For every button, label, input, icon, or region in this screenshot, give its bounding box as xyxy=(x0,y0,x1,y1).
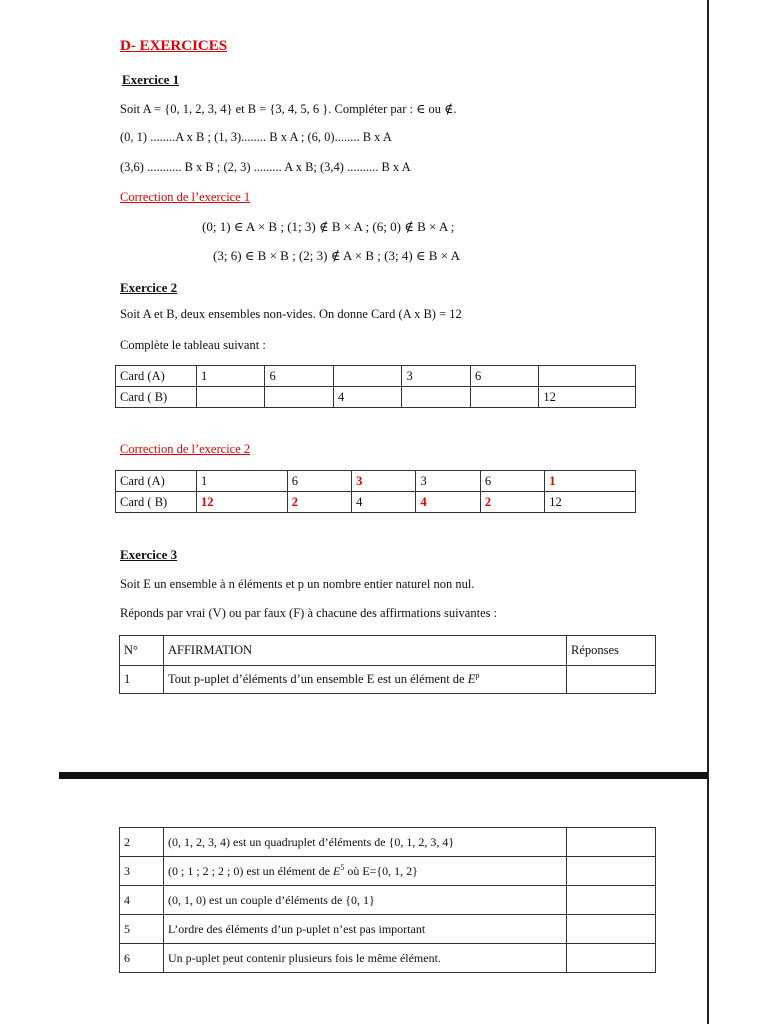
affirmation-text xyxy=(164,666,567,694)
exercise1-title: Exercice 1 xyxy=(122,72,180,87)
table-cell[interactable] xyxy=(265,387,333,408)
section-title: D- EXERCICES xyxy=(120,38,228,54)
affirmation-text-main: (0 ; 1 ; 2 ; 2 ; 0) est un élément de xyxy=(168,864,333,878)
table-cell: 1 xyxy=(545,471,636,492)
row-number: 6 xyxy=(120,944,164,973)
affirmation-text-main: Tout p-uplet d’éléments d’un ensemble E est un élément de xyxy=(168,672,468,687)
table-cell: 1 xyxy=(197,471,288,492)
exercise1-line2: (3,6) ........... B x B ; (2, 3) ......... A x B; (3,4) .......... B x A xyxy=(120,160,411,174)
affirmation-text xyxy=(164,857,567,886)
table-cell[interactable] xyxy=(402,387,470,408)
affirmation-row xyxy=(120,828,656,857)
table-cell: 2 xyxy=(480,492,544,513)
exercise1-statement: Soit A = {0, 1, 2, 3, 4} et B = {3, 4, 5, 6 }. Compléter par : ∈ ou ∉. xyxy=(120,102,457,116)
table-cell: 3 xyxy=(416,471,480,492)
exercise3-statement: Soit E un ensemble à n éléments et p un nombre entier naturel non nul. xyxy=(120,577,475,591)
right-margin-line xyxy=(707,0,709,1024)
card-correction-row-a xyxy=(116,471,636,492)
exercise1-correction-title: Correction de l’exercice 1 xyxy=(120,190,251,204)
table-cell[interactable]: 6 xyxy=(265,366,333,387)
math-base: E xyxy=(467,672,476,687)
table-cell[interactable]: 1 xyxy=(197,366,265,387)
exercise1-correction-line1: (0; 1) ∈ A × B ; (1; 3) ∉ B × A ; (6; 0) ∉ B × A ; xyxy=(202,219,455,234)
affirmation-table xyxy=(119,635,656,694)
row-number: 4 xyxy=(120,886,164,915)
math-exponent: p xyxy=(475,671,480,681)
table-cell: 12 xyxy=(545,492,636,513)
header-responses: Réponses xyxy=(567,636,656,666)
exercise1-line1: (0, 1) ........A x B ; (1, 3)........ B x A ; (6, 0)........ B x A xyxy=(120,130,392,144)
table-cell: 12 xyxy=(197,492,288,513)
affirmation-row xyxy=(120,886,656,915)
affirmation-text: (0, 1, 2, 3, 4) est un quadruplet d’éléments de {0, 1, 2, 3, 4} xyxy=(164,828,567,857)
answer-cell[interactable] xyxy=(567,828,656,857)
table-cell[interactable]: 6 xyxy=(470,366,538,387)
affirmation-text: Un p-uplet peut contenir plusieurs fois le même élément. xyxy=(164,944,567,973)
affirmation-table-continued xyxy=(119,827,656,973)
row-label: Card (A) xyxy=(116,471,197,492)
row-number: 5 xyxy=(120,915,164,944)
exercise3-instruction: Réponds par vrai (V) ou par faux (F) à chacune des affirmations suivantes : xyxy=(120,606,498,620)
exercise2-correction-title: Correction de l’exercice 2 xyxy=(120,442,251,456)
affirmation-row xyxy=(120,944,656,973)
header-number: N° xyxy=(120,636,164,666)
answer-cell[interactable] xyxy=(567,666,656,694)
card-correction-table xyxy=(115,470,636,513)
row-number: 2 xyxy=(120,828,164,857)
row-label: Card ( B) xyxy=(116,387,197,408)
exercise2-statement: Soit A et B, deux ensembles non-vides. On donne Card (A x B) = 12 xyxy=(120,307,462,321)
table-cell: 4 xyxy=(352,492,416,513)
answer-cell[interactable] xyxy=(567,857,656,886)
table-cell[interactable]: 12 xyxy=(539,387,636,408)
table-cell: 2 xyxy=(287,492,351,513)
table-cell[interactable] xyxy=(539,366,636,387)
affirmation-row xyxy=(120,915,656,944)
row-label: Card (A) xyxy=(116,366,197,387)
card-correction-row-b xyxy=(116,492,636,513)
affirmation-text: (0, 1, 0) est un couple d’éléments de {0, 1} xyxy=(164,886,567,915)
header-affirmation: AFFIRMATION xyxy=(164,636,567,666)
exercise2-title: Exercice 2 xyxy=(120,280,178,295)
table-cell[interactable]: 3 xyxy=(402,366,470,387)
answer-cell[interactable] xyxy=(567,944,656,973)
page-break xyxy=(59,772,708,779)
table-cell: 3 xyxy=(352,471,416,492)
table-cell[interactable]: 4 xyxy=(333,387,401,408)
table-cell[interactable] xyxy=(333,366,401,387)
answer-cell[interactable] xyxy=(567,915,656,944)
math-exponent: 5 xyxy=(340,863,345,872)
affirmation-header-row xyxy=(120,636,656,666)
table-cell: 4 xyxy=(416,492,480,513)
exercise3-title: Exercice 3 xyxy=(120,547,178,562)
table-cell[interactable] xyxy=(197,387,265,408)
exercise2-instruction: Complète le tableau suivant : xyxy=(120,338,266,352)
table-cell: 6 xyxy=(287,471,351,492)
affirmation-row xyxy=(120,857,656,886)
affirmation-row xyxy=(120,666,656,694)
card-table-row-a xyxy=(116,366,636,387)
affirmation-text: L’ordre des éléments d’un p-uplet n’est pas important xyxy=(164,915,567,944)
answer-cell[interactable] xyxy=(567,886,656,915)
row-label: Card ( B) xyxy=(116,492,197,513)
math-base: E xyxy=(332,864,341,878)
affirmation-text-tail: où E={0, 1, 2} xyxy=(344,864,418,878)
row-number: 1 xyxy=(120,666,164,694)
row-number: 3 xyxy=(120,857,164,886)
table-cell[interactable] xyxy=(470,387,538,408)
card-table xyxy=(115,365,636,408)
exercise1-correction-line2: (3; 6) ∈ B × B ; (2; 3) ∉ A × B ; (3; 4) ∈ B × A xyxy=(213,248,460,263)
card-table-row-b xyxy=(116,387,636,408)
table-cell: 6 xyxy=(480,471,544,492)
